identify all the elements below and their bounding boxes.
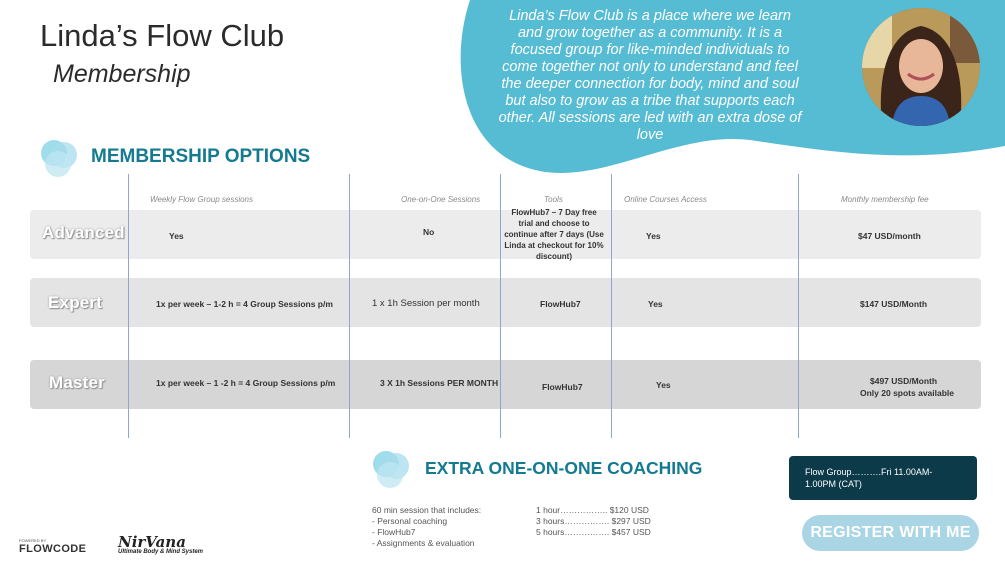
list-item: 60 min session that includes: xyxy=(372,505,482,515)
page-subtitle: Membership xyxy=(53,60,191,88)
flowcode-logo: FLOWCODE xyxy=(19,543,87,555)
powered-by-label: POWERED BY xyxy=(19,538,47,543)
price-value: $297 USD xyxy=(611,516,651,526)
coaching-price-list xyxy=(536,505,651,538)
column-header-one-on-one: One-on-One Sessions xyxy=(401,195,481,204)
column-divider xyxy=(798,174,799,438)
advanced-weekly: Yes xyxy=(169,231,184,241)
column-divider xyxy=(349,174,350,438)
column-header-weekly: Weekly Flow Group sessions xyxy=(150,195,253,204)
expert-tools: FlowHub7 xyxy=(540,299,581,309)
avatar xyxy=(862,8,980,126)
intro-text: Linda’s Flow Club is a place where we learn and grow together as a community. It is a focused group for like-minded individuals to come together not only to understand and feel the deeper connection for body, mind and soul but also to grow as a tribe that supports each other. All sessions are led with an extra dose of love xyxy=(498,8,802,143)
nirvana-tagline: Ultimate Body & Mind System xyxy=(118,549,204,555)
price-row xyxy=(536,527,651,538)
expert-courses: Yes xyxy=(648,299,663,309)
master-weekly: 1x per week – 1 -2 h = 4 Group Sessions p/m xyxy=(156,378,336,388)
list-item: - Assignments & evaluation xyxy=(372,538,475,548)
page-title: Linda’s Flow Club xyxy=(40,18,285,53)
price-row xyxy=(536,516,651,527)
coaching-title: EXTRA ONE-ON-ONE COACHING xyxy=(425,458,703,478)
column-divider xyxy=(128,174,129,438)
overlapping-circles-icon xyxy=(368,448,414,490)
price-label: 3 hours……………. xyxy=(536,516,610,526)
master-courses: Yes xyxy=(656,380,671,390)
price-label: 1 hour…………….. xyxy=(536,505,608,515)
membership-options-title: MEMBERSHIP OPTIONS xyxy=(91,146,311,167)
coaching-includes-list xyxy=(372,505,481,549)
expert-weekly: 1x per week – 1-2 h = 4 Group Sessions p/m xyxy=(156,299,333,309)
master-one-on-one: 3 X 1h Sessions PER MONTH xyxy=(380,378,499,388)
schedule-info-box: Flow Group……….Fri 11.00AM-1.00PM (CAT) xyxy=(789,456,977,500)
advanced-courses: Yes xyxy=(646,231,661,241)
master-fee-note: Only 20 spots available xyxy=(860,388,955,398)
column-header-fee: Monthly membership fee xyxy=(841,195,929,204)
advanced-fee: $47 USD/month xyxy=(858,231,921,241)
column-divider xyxy=(500,174,501,438)
row-label-expert: Expert xyxy=(48,293,103,312)
row-label-advanced: Advanced xyxy=(42,223,125,242)
overlapping-circles-icon xyxy=(36,137,82,179)
register-button[interactable]: REGISTER WITH ME xyxy=(802,515,979,551)
column-header-tools: Tools xyxy=(544,195,563,204)
expert-one-on-one: 1 x 1h Session per month xyxy=(372,298,480,309)
master-tools: FlowHub7 xyxy=(542,382,583,392)
list-item: - Personal coaching xyxy=(372,516,448,526)
nirvana-logo: NirVana xyxy=(118,533,186,551)
price-value: $457 USD xyxy=(611,527,651,537)
row-label-master: Master xyxy=(49,373,106,392)
column-header-courses: Online Courses Access xyxy=(624,195,707,204)
advanced-one-on-one: No xyxy=(423,227,435,237)
price-label: 5 hours……………. xyxy=(536,527,610,537)
advanced-tools: FlowHub7 – 7 Day free trial and choose to continue after 7 days (Use Linda at checkout for 10% discount) xyxy=(504,208,604,261)
master-fee: $497 USD/Month xyxy=(870,376,938,386)
list-item: - FlowHub7 xyxy=(372,527,416,537)
column-divider xyxy=(611,174,612,438)
expert-fee: $147 USD/Month xyxy=(860,299,928,309)
price-value: $120 USD xyxy=(609,505,649,515)
price-row xyxy=(536,505,651,516)
